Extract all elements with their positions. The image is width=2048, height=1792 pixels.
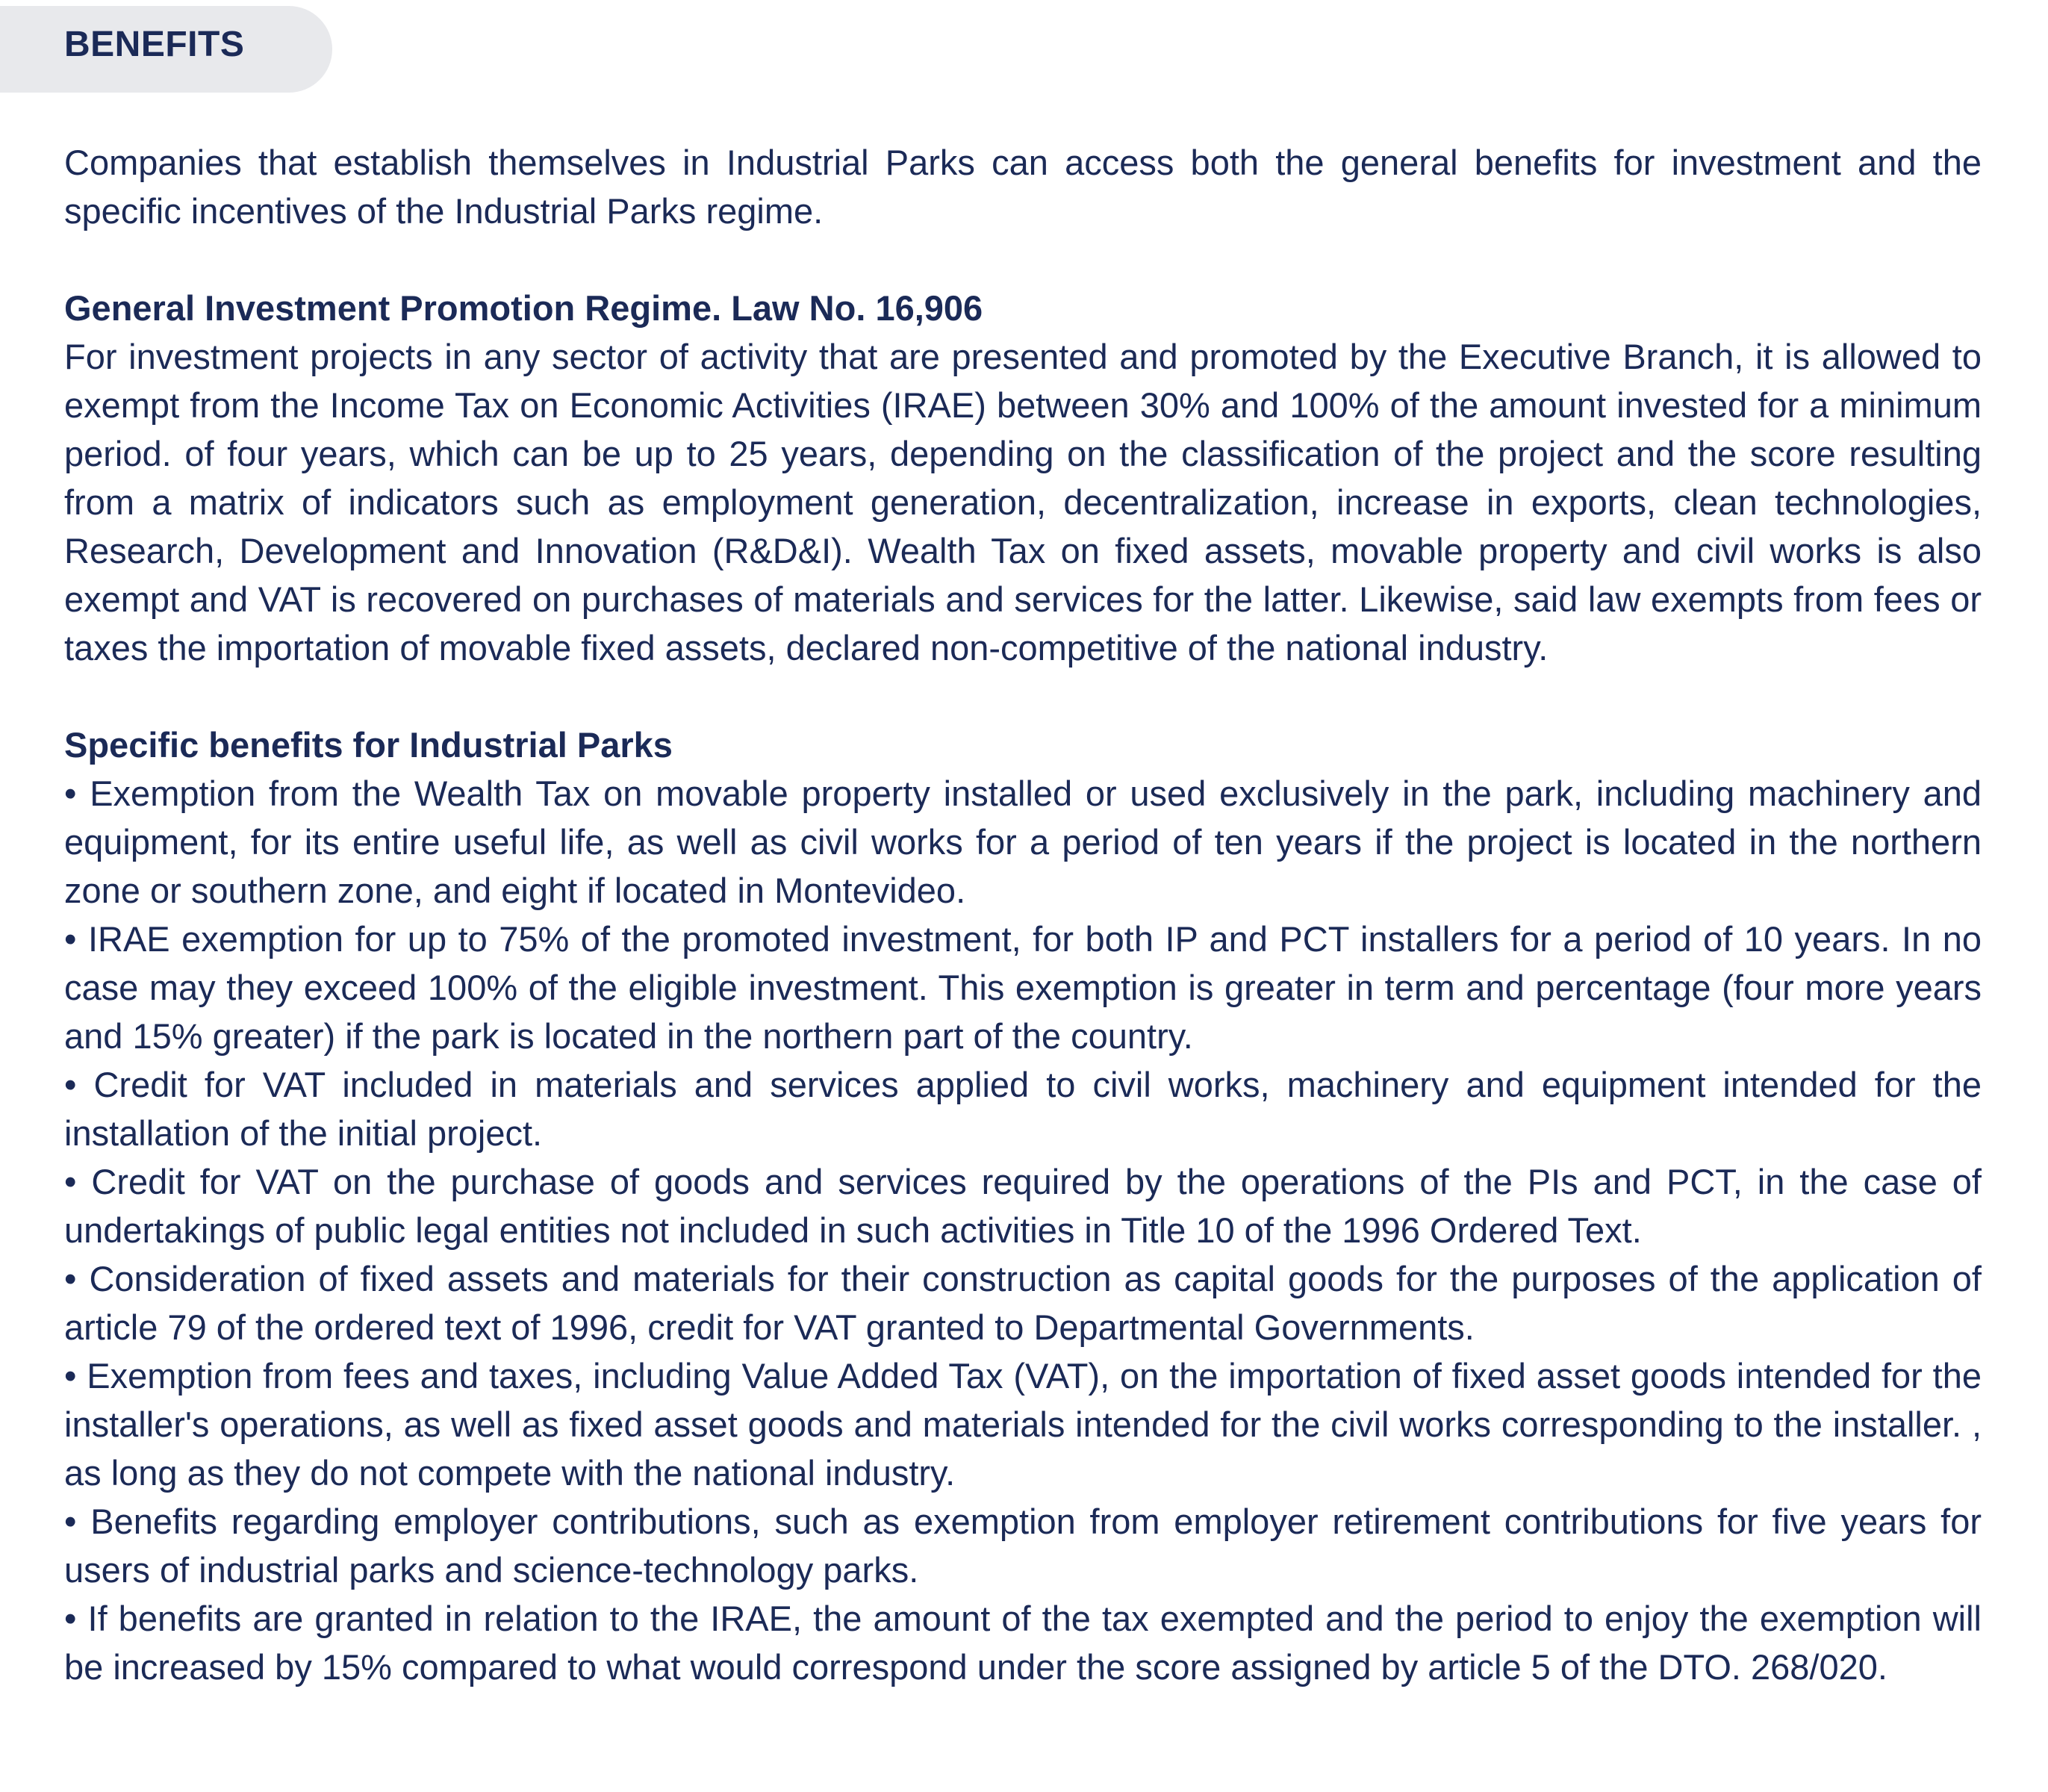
specific-benefits-heading: Specific benefits for Industrial Parks	[64, 725, 673, 765]
benefit-item: • Consideration of fixed assets and materials for their construction as capital goods for the purposes of the application of article 79 of the ordered text of 1996, credit for VAT granted to Departmental Governments.	[64, 1259, 1982, 1347]
section-spacer	[64, 672, 1982, 721]
benefit-item: • Exemption from the Wealth Tax on movable property installed or used exclusively in the park, including machinery and equipment, for its entire useful life, as well as civil works for a period of ten years if the project is located in the northern zone or southern zone, and eight if located in Montevideo.	[64, 774, 1982, 910]
general-regime-heading: General Investment Promotion Regime. Law No. 16,906	[64, 288, 983, 328]
benefit-item: • Exemption from fees and taxes, including Value Added Tax (VAT), on the importation of fixed asset goods intended for the installer's operations, as well as fixed asset goods and materials intended for the civil works corresponding to the installer. , as long as they do not compete with the national industry.	[64, 1356, 1982, 1493]
benefit-item: • IRAE exemption for up to 75% of the promoted investment, for both IP and PCT installers for a period of 10 years. In no case may they exceed 100% of the eligible investment. This exemption is greater in term and percentage (four more years and 15% greater) if the park is located in the northern part of the country.	[64, 919, 1982, 1056]
section-title: BENEFITS	[64, 25, 245, 64]
benefit-item: • Credit for VAT on the purchase of goods and services required by the operations of the PIs and PCT, in the case of undertakings of public legal entities not included in such activities in Title 10 of the 1996 Ordered Text.	[64, 1162, 1982, 1250]
benefit-item: • Benefits regarding employer contributions, such as exemption from employer retirement contributions for five years for users of industrial parks and science-technology parks.	[64, 1502, 1982, 1590]
benefits-list	[64, 769, 1982, 1691]
intro-paragraph: Companies that establish themselves in Industrial Parks can access both the general benefits for investment and the specific incentives of the Industrial Parks regime.	[64, 143, 1982, 231]
document-body	[64, 138, 1982, 1691]
benefit-item: • If benefits are granted in relation to the IRAE, the amount of the tax exempted and the period to enjoy the exemption will be increased by 15% compared to what would correspond under the score assigned by article 5 of the DTO. 268/020.	[64, 1599, 1982, 1687]
benefit-item: • Credit for VAT included in materials and services applied to civil works, machinery and equipment intended for the installation of the initial project.	[64, 1065, 1982, 1153]
general-regime-paragraph: For investment projects in any sector of activity that are presented and promoted by the Executive Branch, it is allowed to exempt from the Income Tax on Economic Activities (IRAE) between 30% and 100% of the amount invested for a minimum period. of four years, which can be up to 25 years, depending on the classification of the project and the score resulting from a matrix of indicators such as employment generation, decentralization, increase in exports, clean technologies, Research, Development and Innovation (R&D&I). Wealth Tax on fixed assets, movable property and civil works is also exempt and VAT is recovered on purchases of materials and services for the latter. Likewise, said law exempts from fees or taxes the importation of movable fixed assets, declared non-competitive of the national industry.	[64, 337, 1982, 668]
